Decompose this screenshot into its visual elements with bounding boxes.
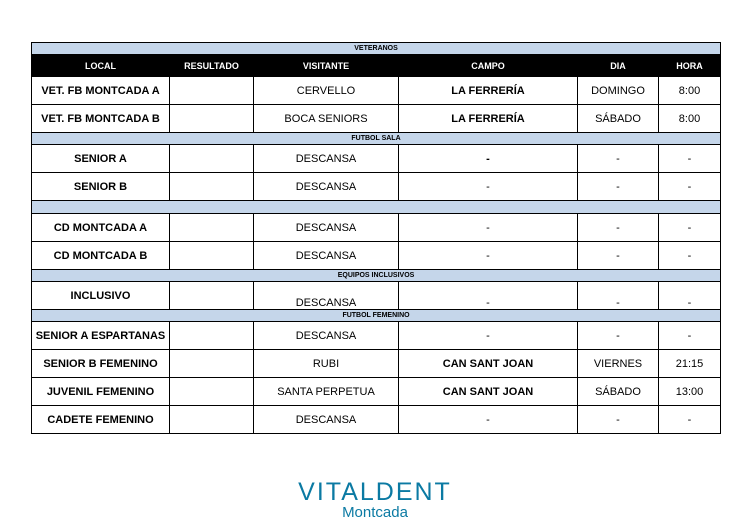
cell-visitante: DESCANSA [254,322,399,350]
sponsor-logo: VITALDENT [298,478,452,506]
cell-resultado [170,77,254,105]
table-row [32,350,721,378]
cell-resultado [170,242,254,270]
cell-resultado [170,350,254,378]
cell-hora: - [659,173,721,201]
cell-dia: - [578,214,659,242]
cell-visitante: RUBI [254,350,399,378]
header-dia: DIA [578,55,659,77]
cell-visitante: CERVELLO [254,77,399,105]
cell-local: CD MONTCADA A [32,214,170,242]
table-row [32,322,721,350]
table-row [32,77,721,105]
cell-resultado [170,105,254,133]
cell-visitante: BOCA SENIORS [254,105,399,133]
cell-visitante: DESCANSA [254,406,399,434]
schedule-table [31,42,721,434]
sponsor-city: Montcada [342,504,408,521]
cell-hora: - [659,214,721,242]
section-femenino [32,310,721,322]
section-veteranos [32,43,721,55]
cell-campo: CAN SANT JOAN [399,350,578,378]
section-title: EQUIPOS INCLUSIVOS [32,270,721,282]
cell-dia: DOMINGO [578,77,659,105]
cell-resultado [170,145,254,173]
cell-dia: - [578,145,659,173]
table-row [32,145,721,173]
cell-resultado [170,173,254,201]
header-hora: HORA [659,55,721,77]
table-row [32,214,721,242]
cell-hora: - [659,406,721,434]
header-visitante: VISITANTE [254,55,399,77]
cell-hora: - [659,242,721,270]
cell-campo: - [399,214,578,242]
cell-dia: SÁBADO [578,105,659,133]
table-row [32,378,721,406]
header-local: LOCAL [32,55,170,77]
cell-visitante: DESCANSA [254,242,399,270]
section-blank [32,201,721,214]
cell-campo: - [399,282,578,310]
header-resultado: RESULTADO [170,55,254,77]
cell-visitante: DESCANSA [254,282,399,310]
cell-local: CADETE FEMENINO [32,406,170,434]
cell-dia: - [578,173,659,201]
cell-local: SENIOR A [32,145,170,173]
cell-campo: - [399,406,578,434]
table-row [32,105,721,133]
cell-local: VET. FB MONTCADA A [32,77,170,105]
cell-visitante: DESCANSA [254,173,399,201]
cell-resultado [170,406,254,434]
cell-hora: - [659,145,721,173]
cell-dia: - [578,282,659,310]
cell-resultado [170,282,254,310]
cell-campo: - [399,145,578,173]
cell-hora: - [659,282,721,310]
section-divider [32,201,721,214]
section-title: FUTBOL FEMENINO [32,310,721,322]
table-row [32,242,721,270]
cell-local: JUVENIL FEMENINO [32,378,170,406]
cell-hora: - [659,322,721,350]
cell-hora: 13:00 [659,378,721,406]
cell-hora: 8:00 [659,77,721,105]
section-inclusivos [32,270,721,282]
cell-campo: LA FERRERÍA [399,105,578,133]
table-row [32,406,721,434]
cell-local: SENIOR A ESPARTANAS [32,322,170,350]
cell-dia: - [578,406,659,434]
cell-dia: - [578,322,659,350]
cell-hora: 8:00 [659,105,721,133]
cell-campo: - [399,173,578,201]
table-row [32,173,721,201]
cell-local: INCLUSIVO [32,282,170,310]
header-campo: CAMPO [399,55,578,77]
cell-local: SENIOR B FEMENINO [32,350,170,378]
cell-campo: - [399,322,578,350]
section-futbol-sala [32,133,721,145]
cell-local: SENIOR B [32,173,170,201]
cell-local: CD MONTCADA B [32,242,170,270]
cell-resultado [170,378,254,406]
cell-visitante: DESCANSA [254,145,399,173]
cell-resultado [170,322,254,350]
cell-dia: - [578,242,659,270]
cell-visitante: SANTA PERPETUA [254,378,399,406]
table-row [32,282,721,310]
cell-campo: - [399,242,578,270]
cell-visitante: DESCANSA [254,214,399,242]
cell-campo: CAN SANT JOAN [399,378,578,406]
cell-dia: SÁBADO [578,378,659,406]
cell-hora: 21:15 [659,350,721,378]
section-title: VETERANOS [32,43,721,55]
table-header [32,55,721,77]
cell-resultado [170,214,254,242]
cell-campo: LA FERRERÍA [399,77,578,105]
section-title: FUTBOL SALA [32,133,721,145]
cell-dia: VIERNES [578,350,659,378]
cell-local: VET. FB MONTCADA B [32,105,170,133]
